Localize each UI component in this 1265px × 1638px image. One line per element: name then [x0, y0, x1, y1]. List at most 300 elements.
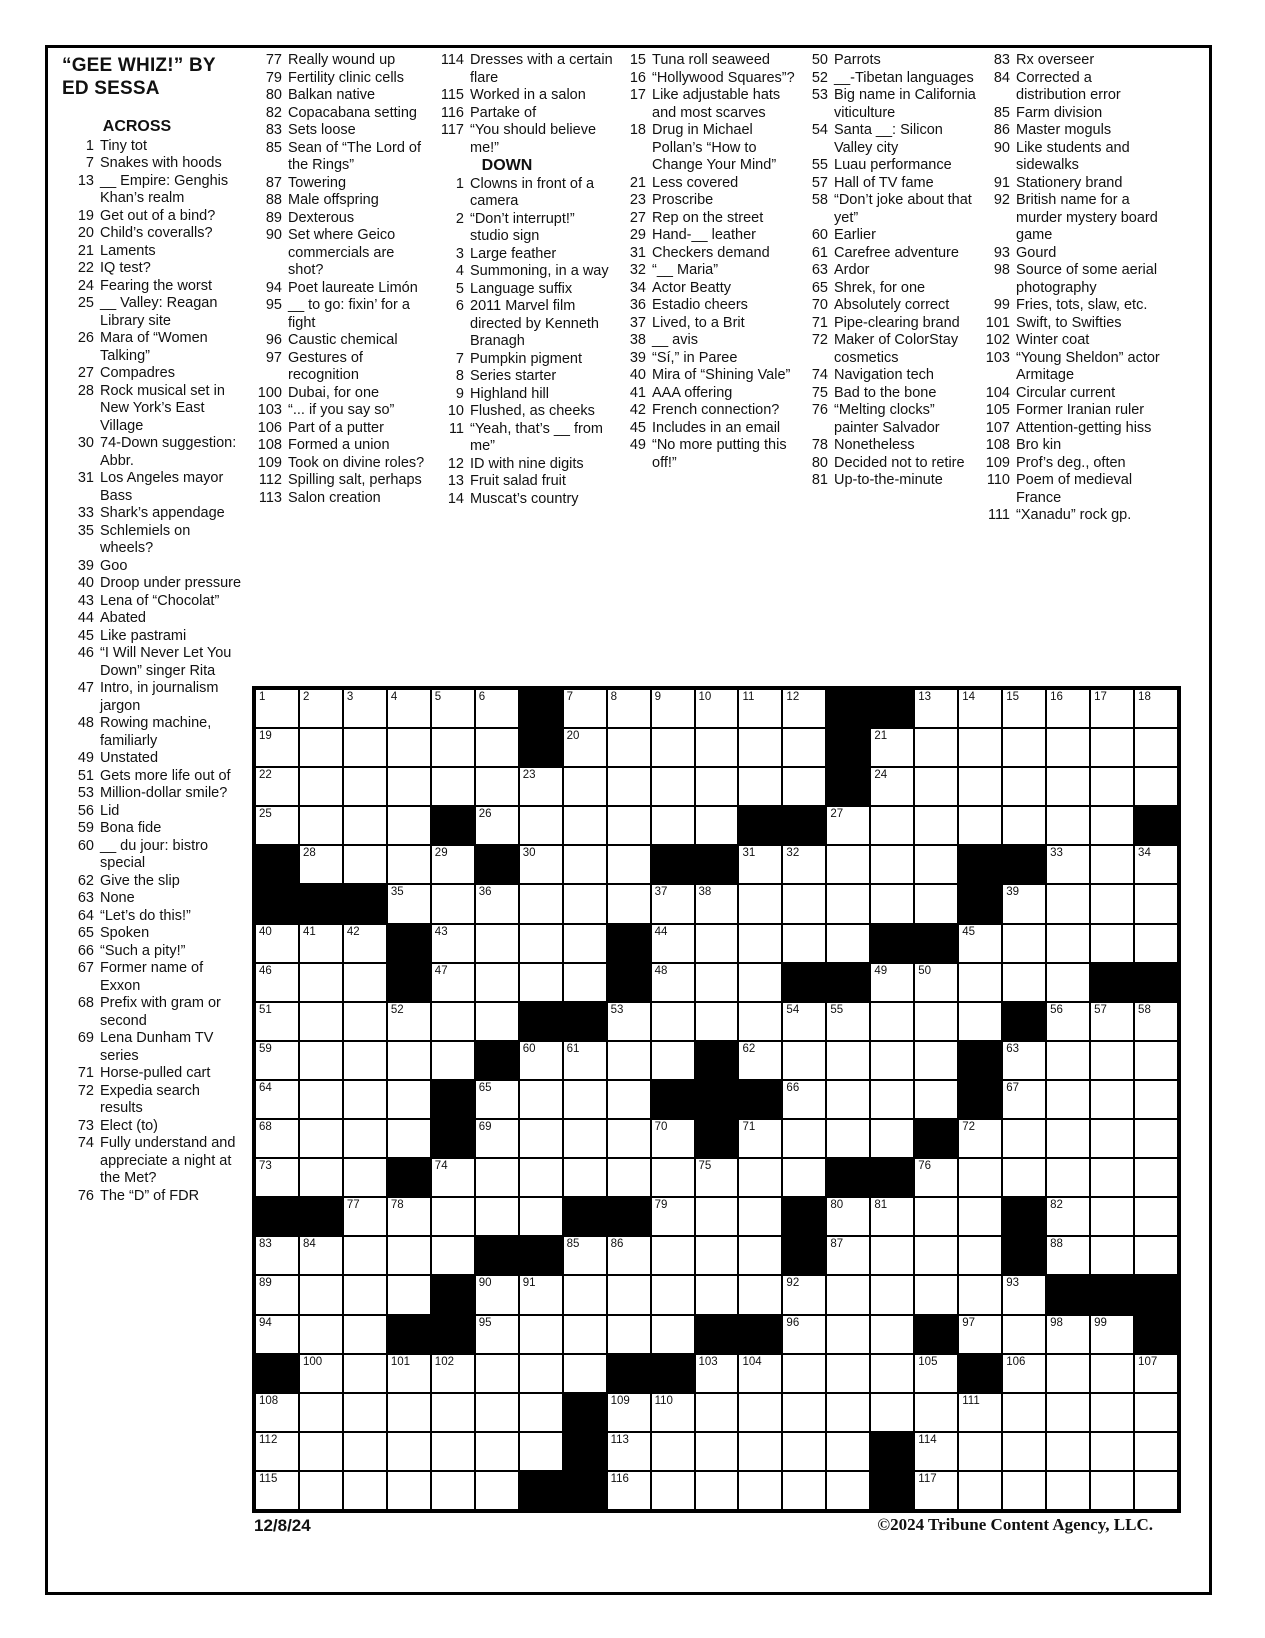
- grid-cell-r13c7[interactable]: [520, 1159, 562, 1196]
- grid-cell-r17c18[interactable]: [1003, 1316, 1045, 1353]
- grid-cell-r21c12[interactable]: [739, 1472, 781, 1509]
- grid-cell-r11c20[interactable]: [1091, 1081, 1133, 1118]
- grid-cell-r2c10[interactable]: [652, 729, 694, 766]
- grid-cell-r18c3[interactable]: [344, 1355, 386, 1392]
- grid-cell-r8c5[interactable]: [432, 964, 474, 1001]
- grid-cell-r15c17[interactable]: [959, 1237, 1001, 1274]
- grid-cell-r12c12[interactable]: [739, 1120, 781, 1157]
- grid-cell-r1c17[interactable]: [959, 690, 1001, 727]
- grid-cell-r11c8[interactable]: [564, 1081, 606, 1118]
- grid-cell-r21c14[interactable]: [827, 1472, 869, 1509]
- grid-cell-r20c17[interactable]: [959, 1433, 1001, 1470]
- grid-cell-r18c16[interactable]: [915, 1355, 957, 1392]
- grid-cell-r14c15[interactable]: [871, 1198, 913, 1235]
- grid-cell-r12c6[interactable]: [476, 1120, 518, 1157]
- grid-cell-r17c6[interactable]: [476, 1316, 518, 1353]
- grid-cell-r9c9[interactable]: [608, 1003, 650, 1040]
- grid-cell-r17c2[interactable]: [300, 1316, 342, 1353]
- grid-cell-r3c8[interactable]: [564, 768, 606, 805]
- grid-cell-r8c15[interactable]: [871, 964, 913, 1001]
- grid-cell-r14c6[interactable]: [476, 1198, 518, 1235]
- grid-cell-r19c13[interactable]: [783, 1394, 825, 1431]
- grid-cell-r5c9[interactable]: [608, 846, 650, 883]
- grid-cell-r21c10[interactable]: [652, 1472, 694, 1509]
- grid-cell-r14c7[interactable]: [520, 1198, 562, 1235]
- grid-cell-r6c8[interactable]: [564, 885, 606, 922]
- grid-cell-r4c20[interactable]: [1091, 807, 1133, 844]
- grid-cell-r1c13[interactable]: [783, 690, 825, 727]
- grid-cell-r13c5[interactable]: [432, 1159, 474, 1196]
- grid-cell-r17c15[interactable]: [871, 1316, 913, 1353]
- grid-cell-r8c11[interactable]: [696, 964, 738, 1001]
- grid-cell-r9c5[interactable]: [432, 1003, 474, 1040]
- grid-cell-r12c15[interactable]: [871, 1120, 913, 1157]
- grid-cell-r3c12[interactable]: [739, 768, 781, 805]
- grid-cell-r8c16[interactable]: [915, 964, 957, 1001]
- grid-cell-r3c3[interactable]: [344, 768, 386, 805]
- grid-cell-r21c6[interactable]: [476, 1472, 518, 1509]
- grid-cell-r3c16[interactable]: [915, 768, 957, 805]
- grid-cell-r6c9[interactable]: [608, 885, 650, 922]
- grid-cell-r7c2[interactable]: [300, 925, 342, 962]
- grid-cell-r16c7[interactable]: [520, 1276, 562, 1313]
- grid-cell-r14c3[interactable]: [344, 1198, 386, 1235]
- grid-cell-r15c15[interactable]: [871, 1237, 913, 1274]
- grid-cell-r18c8[interactable]: [564, 1355, 606, 1392]
- grid-cell-r18c4[interactable]: [388, 1355, 430, 1392]
- grid-cell-r14c14[interactable]: [827, 1198, 869, 1235]
- grid-cell-r15c19[interactable]: [1047, 1237, 1089, 1274]
- grid-cell-r21c5[interactable]: [432, 1472, 474, 1509]
- grid-cell-r20c6[interactable]: [476, 1433, 518, 1470]
- grid-cell-r7c19[interactable]: [1047, 925, 1089, 962]
- grid-cell-r9c11[interactable]: [696, 1003, 738, 1040]
- grid-cell-r12c1[interactable]: [256, 1120, 298, 1157]
- grid-cell-r1c6[interactable]: [476, 690, 518, 727]
- grid-cell-r2c9[interactable]: [608, 729, 650, 766]
- grid-cell-r8c8[interactable]: [564, 964, 606, 1001]
- grid-cell-r21c11[interactable]: [696, 1472, 738, 1509]
- grid-cell-r17c7[interactable]: [520, 1316, 562, 1353]
- grid-cell-r18c15[interactable]: [871, 1355, 913, 1392]
- grid-cell-r20c11[interactable]: [696, 1433, 738, 1470]
- grid-cell-r3c5[interactable]: [432, 768, 474, 805]
- grid-cell-r2c6[interactable]: [476, 729, 518, 766]
- grid-cell-r1c16[interactable]: [915, 690, 957, 727]
- grid-cell-r6c20[interactable]: [1091, 885, 1133, 922]
- grid-cell-r1c21[interactable]: [1135, 690, 1177, 727]
- grid-cell-r9c3[interactable]: [344, 1003, 386, 1040]
- grid-cell-r13c21[interactable]: [1135, 1159, 1177, 1196]
- grid-cell-r14c20[interactable]: [1091, 1198, 1133, 1235]
- grid-cell-r16c12[interactable]: [739, 1276, 781, 1313]
- grid-cell-r14c16[interactable]: [915, 1198, 957, 1235]
- grid-cell-r20c10[interactable]: [652, 1433, 694, 1470]
- grid-cell-r10c7[interactable]: [520, 1042, 562, 1079]
- grid-cell-r9c4[interactable]: [388, 1003, 430, 1040]
- grid-cell-r17c3[interactable]: [344, 1316, 386, 1353]
- grid-cell-r8c10[interactable]: [652, 964, 694, 1001]
- grid-cell-r3c1[interactable]: [256, 768, 298, 805]
- grid-cell-r10c20[interactable]: [1091, 1042, 1133, 1079]
- grid-cell-r16c16[interactable]: [915, 1276, 957, 1313]
- grid-cell-r14c11[interactable]: [696, 1198, 738, 1235]
- grid-cell-r16c1[interactable]: [256, 1276, 298, 1313]
- grid-cell-r4c6[interactable]: [476, 807, 518, 844]
- grid-cell-r2c16[interactable]: [915, 729, 957, 766]
- grid-cell-r13c11[interactable]: [696, 1159, 738, 1196]
- grid-cell-r12c2[interactable]: [300, 1120, 342, 1157]
- grid-cell-r4c2[interactable]: [300, 807, 342, 844]
- grid-cell-r11c14[interactable]: [827, 1081, 869, 1118]
- grid-cell-r13c16[interactable]: [915, 1159, 957, 1196]
- grid-cell-r1c8[interactable]: [564, 690, 606, 727]
- grid-cell-r10c13[interactable]: [783, 1042, 825, 1079]
- grid-cell-r18c5[interactable]: [432, 1355, 474, 1392]
- grid-cell-r2c4[interactable]: [388, 729, 430, 766]
- grid-cell-r11c2[interactable]: [300, 1081, 342, 1118]
- grid-cell-r21c16[interactable]: [915, 1472, 957, 1509]
- grid-cell-r17c13[interactable]: [783, 1316, 825, 1353]
- grid-cell-r7c11[interactable]: [696, 925, 738, 962]
- grid-cell-r1c5[interactable]: [432, 690, 474, 727]
- grid-cell-r11c1[interactable]: [256, 1081, 298, 1118]
- grid-cell-r9c13[interactable]: [783, 1003, 825, 1040]
- grid-cell-r19c12[interactable]: [739, 1394, 781, 1431]
- grid-cell-r5c15[interactable]: [871, 846, 913, 883]
- grid-cell-r15c1[interactable]: [256, 1237, 298, 1274]
- grid-cell-r2c5[interactable]: [432, 729, 474, 766]
- grid-cell-r2c17[interactable]: [959, 729, 1001, 766]
- grid-cell-r20c5[interactable]: [432, 1433, 474, 1470]
- grid-cell-r20c1[interactable]: [256, 1433, 298, 1470]
- grid-cell-r2c19[interactable]: [1047, 729, 1089, 766]
- grid-cell-r19c17[interactable]: [959, 1394, 1001, 1431]
- grid-cell-r20c12[interactable]: [739, 1433, 781, 1470]
- grid-cell-r21c1[interactable]: [256, 1472, 298, 1509]
- grid-cell-r13c18[interactable]: [1003, 1159, 1045, 1196]
- grid-cell-r9c6[interactable]: [476, 1003, 518, 1040]
- grid-cell-r3c21[interactable]: [1135, 768, 1177, 805]
- grid-cell-r16c9[interactable]: [608, 1276, 650, 1313]
- grid-cell-r16c17[interactable]: [959, 1276, 1001, 1313]
- grid-cell-r7c7[interactable]: [520, 925, 562, 962]
- grid-cell-r11c13[interactable]: [783, 1081, 825, 1118]
- grid-cell-r11c19[interactable]: [1047, 1081, 1089, 1118]
- grid-cell-r20c21[interactable]: [1135, 1433, 1177, 1470]
- grid-cell-r7c5[interactable]: [432, 925, 474, 962]
- grid-cell-r1c11[interactable]: [696, 690, 738, 727]
- grid-cell-r4c10[interactable]: [652, 807, 694, 844]
- grid-cell-r12c14[interactable]: [827, 1120, 869, 1157]
- grid-cell-r18c19[interactable]: [1047, 1355, 1089, 1392]
- grid-cell-r20c16[interactable]: [915, 1433, 957, 1470]
- grid-cell-r21c17[interactable]: [959, 1472, 1001, 1509]
- grid-cell-r14c19[interactable]: [1047, 1198, 1089, 1235]
- grid-cell-r18c6[interactable]: [476, 1355, 518, 1392]
- grid-cell-r20c2[interactable]: [300, 1433, 342, 1470]
- grid-cell-r5c19[interactable]: [1047, 846, 1089, 883]
- grid-cell-r4c8[interactable]: [564, 807, 606, 844]
- grid-cell-r16c6[interactable]: [476, 1276, 518, 1313]
- grid-cell-r21c21[interactable]: [1135, 1472, 1177, 1509]
- grid-cell-r21c3[interactable]: [344, 1472, 386, 1509]
- grid-cell-r5c14[interactable]: [827, 846, 869, 883]
- grid-cell-r15c3[interactable]: [344, 1237, 386, 1274]
- grid-cell-r19c1[interactable]: [256, 1394, 298, 1431]
- grid-cell-r10c2[interactable]: [300, 1042, 342, 1079]
- grid-cell-r1c19[interactable]: [1047, 690, 1089, 727]
- grid-cell-r15c11[interactable]: [696, 1237, 738, 1274]
- grid-cell-r5c7[interactable]: [520, 846, 562, 883]
- grid-cell-r17c8[interactable]: [564, 1316, 606, 1353]
- grid-cell-r13c1[interactable]: [256, 1159, 298, 1196]
- grid-cell-r13c17[interactable]: [959, 1159, 1001, 1196]
- grid-cell-r15c5[interactable]: [432, 1237, 474, 1274]
- grid-cell-r5c21[interactable]: [1135, 846, 1177, 883]
- grid-cell-r20c13[interactable]: [783, 1433, 825, 1470]
- grid-cell-r12c20[interactable]: [1091, 1120, 1133, 1157]
- grid-cell-r4c16[interactable]: [915, 807, 957, 844]
- grid-cell-r6c13[interactable]: [783, 885, 825, 922]
- grid-cell-r4c4[interactable]: [388, 807, 430, 844]
- grid-cell-r6c5[interactable]: [432, 885, 474, 922]
- grid-cell-r12c4[interactable]: [388, 1120, 430, 1157]
- grid-cell-r1c9[interactable]: [608, 690, 650, 727]
- grid-cell-r17c20[interactable]: [1091, 1316, 1133, 1353]
- grid-cell-r3c13[interactable]: [783, 768, 825, 805]
- grid-cell-r10c14[interactable]: [827, 1042, 869, 1079]
- grid-cell-r12c21[interactable]: [1135, 1120, 1177, 1157]
- grid-cell-r8c7[interactable]: [520, 964, 562, 1001]
- grid-cell-r14c17[interactable]: [959, 1198, 1001, 1235]
- grid-cell-r6c7[interactable]: [520, 885, 562, 922]
- grid-cell-r19c2[interactable]: [300, 1394, 342, 1431]
- grid-cell-r19c14[interactable]: [827, 1394, 869, 1431]
- grid-cell-r9c20[interactable]: [1091, 1003, 1133, 1040]
- grid-cell-r17c14[interactable]: [827, 1316, 869, 1353]
- grid-cell-r2c1[interactable]: [256, 729, 298, 766]
- grid-cell-r18c13[interactable]: [783, 1355, 825, 1392]
- grid-cell-r11c15[interactable]: [871, 1081, 913, 1118]
- grid-cell-r13c20[interactable]: [1091, 1159, 1133, 1196]
- grid-cell-r9c15[interactable]: [871, 1003, 913, 1040]
- grid-cell-r4c15[interactable]: [871, 807, 913, 844]
- grid-cell-r6c16[interactable]: [915, 885, 957, 922]
- grid-cell-r15c16[interactable]: [915, 1237, 957, 1274]
- grid-cell-r9c16[interactable]: [915, 1003, 957, 1040]
- grid-cell-r8c19[interactable]: [1047, 964, 1089, 1001]
- grid-cell-r2c2[interactable]: [300, 729, 342, 766]
- grid-cell-r17c17[interactable]: [959, 1316, 1001, 1353]
- grid-cell-r3c11[interactable]: [696, 768, 738, 805]
- grid-cell-r6c19[interactable]: [1047, 885, 1089, 922]
- grid-cell-r13c19[interactable]: [1047, 1159, 1089, 1196]
- grid-cell-r1c3[interactable]: [344, 690, 386, 727]
- grid-cell-r6c15[interactable]: [871, 885, 913, 922]
- grid-cell-r3c10[interactable]: [652, 768, 694, 805]
- grid-cell-r10c9[interactable]: [608, 1042, 650, 1079]
- grid-cell-r13c9[interactable]: [608, 1159, 650, 1196]
- grid-cell-r18c2[interactable]: [300, 1355, 342, 1392]
- grid-cell-r3c20[interactable]: [1091, 768, 1133, 805]
- grid-cell-r7c1[interactable]: [256, 925, 298, 962]
- grid-cell-r11c18[interactable]: [1003, 1081, 1045, 1118]
- grid-cell-r7c12[interactable]: [739, 925, 781, 962]
- grid-cell-r4c9[interactable]: [608, 807, 650, 844]
- grid-cell-r1c1[interactable]: [256, 690, 298, 727]
- grid-cell-r6c10[interactable]: [652, 885, 694, 922]
- grid-cell-r12c7[interactable]: [520, 1120, 562, 1157]
- grid-cell-r5c16[interactable]: [915, 846, 957, 883]
- grid-cell-r2c3[interactable]: [344, 729, 386, 766]
- grid-cell-r12c18[interactable]: [1003, 1120, 1045, 1157]
- grid-cell-r1c18[interactable]: [1003, 690, 1045, 727]
- grid-cell-r13c13[interactable]: [783, 1159, 825, 1196]
- grid-cell-r21c2[interactable]: [300, 1472, 342, 1509]
- grid-cell-r10c4[interactable]: [388, 1042, 430, 1079]
- grid-cell-r6c6[interactable]: [476, 885, 518, 922]
- grid-cell-r18c21[interactable]: [1135, 1355, 1177, 1392]
- grid-cell-r10c15[interactable]: [871, 1042, 913, 1079]
- grid-cell-r3c15[interactable]: [871, 768, 913, 805]
- grid-cell-r18c7[interactable]: [520, 1355, 562, 1392]
- grid-cell-r12c13[interactable]: [783, 1120, 825, 1157]
- grid-cell-r4c11[interactable]: [696, 807, 738, 844]
- grid-cell-r7c13[interactable]: [783, 925, 825, 962]
- grid-cell-r8c17[interactable]: [959, 964, 1001, 1001]
- grid-cell-r7c18[interactable]: [1003, 925, 1045, 962]
- grid-cell-r4c1[interactable]: [256, 807, 298, 844]
- grid-cell-r1c2[interactable]: [300, 690, 342, 727]
- grid-cell-r16c13[interactable]: [783, 1276, 825, 1313]
- grid-cell-r2c11[interactable]: [696, 729, 738, 766]
- grid-cell-r18c14[interactable]: [827, 1355, 869, 1392]
- grid-cell-r3c4[interactable]: [388, 768, 430, 805]
- grid-cell-r10c12[interactable]: [739, 1042, 781, 1079]
- grid-cell-r18c11[interactable]: [696, 1355, 738, 1392]
- grid-cell-r11c4[interactable]: [388, 1081, 430, 1118]
- grid-cell-r7c8[interactable]: [564, 925, 606, 962]
- grid-cell-r10c3[interactable]: [344, 1042, 386, 1079]
- grid-cell-r19c6[interactable]: [476, 1394, 518, 1431]
- grid-cell-r19c18[interactable]: [1003, 1394, 1045, 1431]
- grid-cell-r20c14[interactable]: [827, 1433, 869, 1470]
- grid-cell-r5c8[interactable]: [564, 846, 606, 883]
- grid-cell-r9c14[interactable]: [827, 1003, 869, 1040]
- grid-cell-r9c10[interactable]: [652, 1003, 694, 1040]
- grid-cell-r7c20[interactable]: [1091, 925, 1133, 962]
- grid-cell-r2c13[interactable]: [783, 729, 825, 766]
- grid-cell-r9c1[interactable]: [256, 1003, 298, 1040]
- grid-cell-r2c15[interactable]: [871, 729, 913, 766]
- grid-cell-r8c12[interactable]: [739, 964, 781, 1001]
- grid-cell-r12c9[interactable]: [608, 1120, 650, 1157]
- grid-cell-r11c16[interactable]: [915, 1081, 957, 1118]
- grid-cell-r3c7[interactable]: [520, 768, 562, 805]
- grid-cell-r16c3[interactable]: [344, 1276, 386, 1313]
- grid-cell-r15c21[interactable]: [1135, 1237, 1177, 1274]
- grid-cell-r17c10[interactable]: [652, 1316, 694, 1353]
- grid-cell-r21c18[interactable]: [1003, 1472, 1045, 1509]
- grid-cell-r6c21[interactable]: [1135, 885, 1177, 922]
- grid-cell-r16c11[interactable]: [696, 1276, 738, 1313]
- grid-cell-r9c2[interactable]: [300, 1003, 342, 1040]
- grid-cell-r1c20[interactable]: [1091, 690, 1133, 727]
- grid-cell-r13c8[interactable]: [564, 1159, 606, 1196]
- grid-cell-r3c2[interactable]: [300, 768, 342, 805]
- grid-cell-r20c3[interactable]: [344, 1433, 386, 1470]
- grid-cell-r13c10[interactable]: [652, 1159, 694, 1196]
- grid-cell-r19c20[interactable]: [1091, 1394, 1133, 1431]
- grid-cell-r14c21[interactable]: [1135, 1198, 1177, 1235]
- grid-cell-r12c3[interactable]: [344, 1120, 386, 1157]
- grid-cell-r6c18[interactable]: [1003, 885, 1045, 922]
- grid-cell-r14c5[interactable]: [432, 1198, 474, 1235]
- grid-cell-r19c15[interactable]: [871, 1394, 913, 1431]
- grid-cell-r7c14[interactable]: [827, 925, 869, 962]
- grid-cell-r16c18[interactable]: [1003, 1276, 1045, 1313]
- grid-cell-r11c9[interactable]: [608, 1081, 650, 1118]
- grid-cell-r5c2[interactable]: [300, 846, 342, 883]
- grid-cell-r19c4[interactable]: [388, 1394, 430, 1431]
- grid-cell-r18c12[interactable]: [739, 1355, 781, 1392]
- grid-cell-r12c17[interactable]: [959, 1120, 1001, 1157]
- grid-cell-r21c19[interactable]: [1047, 1472, 1089, 1509]
- grid-cell-r4c18[interactable]: [1003, 807, 1045, 844]
- grid-cell-r6c11[interactable]: [696, 885, 738, 922]
- grid-cell-r3c18[interactable]: [1003, 768, 1045, 805]
- grid-cell-r7c3[interactable]: [344, 925, 386, 962]
- grid-cell-r15c8[interactable]: [564, 1237, 606, 1274]
- grid-cell-r4c3[interactable]: [344, 807, 386, 844]
- grid-cell-r19c7[interactable]: [520, 1394, 562, 1431]
- grid-cell-r1c12[interactable]: [739, 690, 781, 727]
- grid-cell-r10c1[interactable]: [256, 1042, 298, 1079]
- grid-cell-r9c21[interactable]: [1135, 1003, 1177, 1040]
- grid-cell-r3c6[interactable]: [476, 768, 518, 805]
- grid-cell-r8c3[interactable]: [344, 964, 386, 1001]
- grid-cell-r20c19[interactable]: [1047, 1433, 1089, 1470]
- grid-cell-r11c6[interactable]: [476, 1081, 518, 1118]
- grid-cell-r17c9[interactable]: [608, 1316, 650, 1353]
- grid-cell-r19c3[interactable]: [344, 1394, 386, 1431]
- grid-cell-r3c19[interactable]: [1047, 768, 1089, 805]
- grid-cell-r19c11[interactable]: [696, 1394, 738, 1431]
- grid-cell-r8c1[interactable]: [256, 964, 298, 1001]
- grid-cell-r21c9[interactable]: [608, 1472, 650, 1509]
- grid-cell-r16c8[interactable]: [564, 1276, 606, 1313]
- grid-cell-r14c4[interactable]: [388, 1198, 430, 1235]
- grid-cell-r17c19[interactable]: [1047, 1316, 1089, 1353]
- grid-cell-r3c9[interactable]: [608, 768, 650, 805]
- grid-cell-r16c4[interactable]: [388, 1276, 430, 1313]
- grid-cell-r15c20[interactable]: [1091, 1237, 1133, 1274]
- grid-cell-r13c2[interactable]: [300, 1159, 342, 1196]
- grid-cell-r14c12[interactable]: [739, 1198, 781, 1235]
- grid-cell-r16c15[interactable]: [871, 1276, 913, 1313]
- grid-cell-r19c5[interactable]: [432, 1394, 474, 1431]
- grid-cell-r5c4[interactable]: [388, 846, 430, 883]
- grid-cell-r15c2[interactable]: [300, 1237, 342, 1274]
- grid-cell-r6c12[interactable]: [739, 885, 781, 922]
- grid-cell-r8c6[interactable]: [476, 964, 518, 1001]
- grid-cell-r19c19[interactable]: [1047, 1394, 1089, 1431]
- grid-cell-r2c21[interactable]: [1135, 729, 1177, 766]
- grid-cell-r13c12[interactable]: [739, 1159, 781, 1196]
- grid-cell-r21c4[interactable]: [388, 1472, 430, 1509]
- grid-cell-r12c10[interactable]: [652, 1120, 694, 1157]
